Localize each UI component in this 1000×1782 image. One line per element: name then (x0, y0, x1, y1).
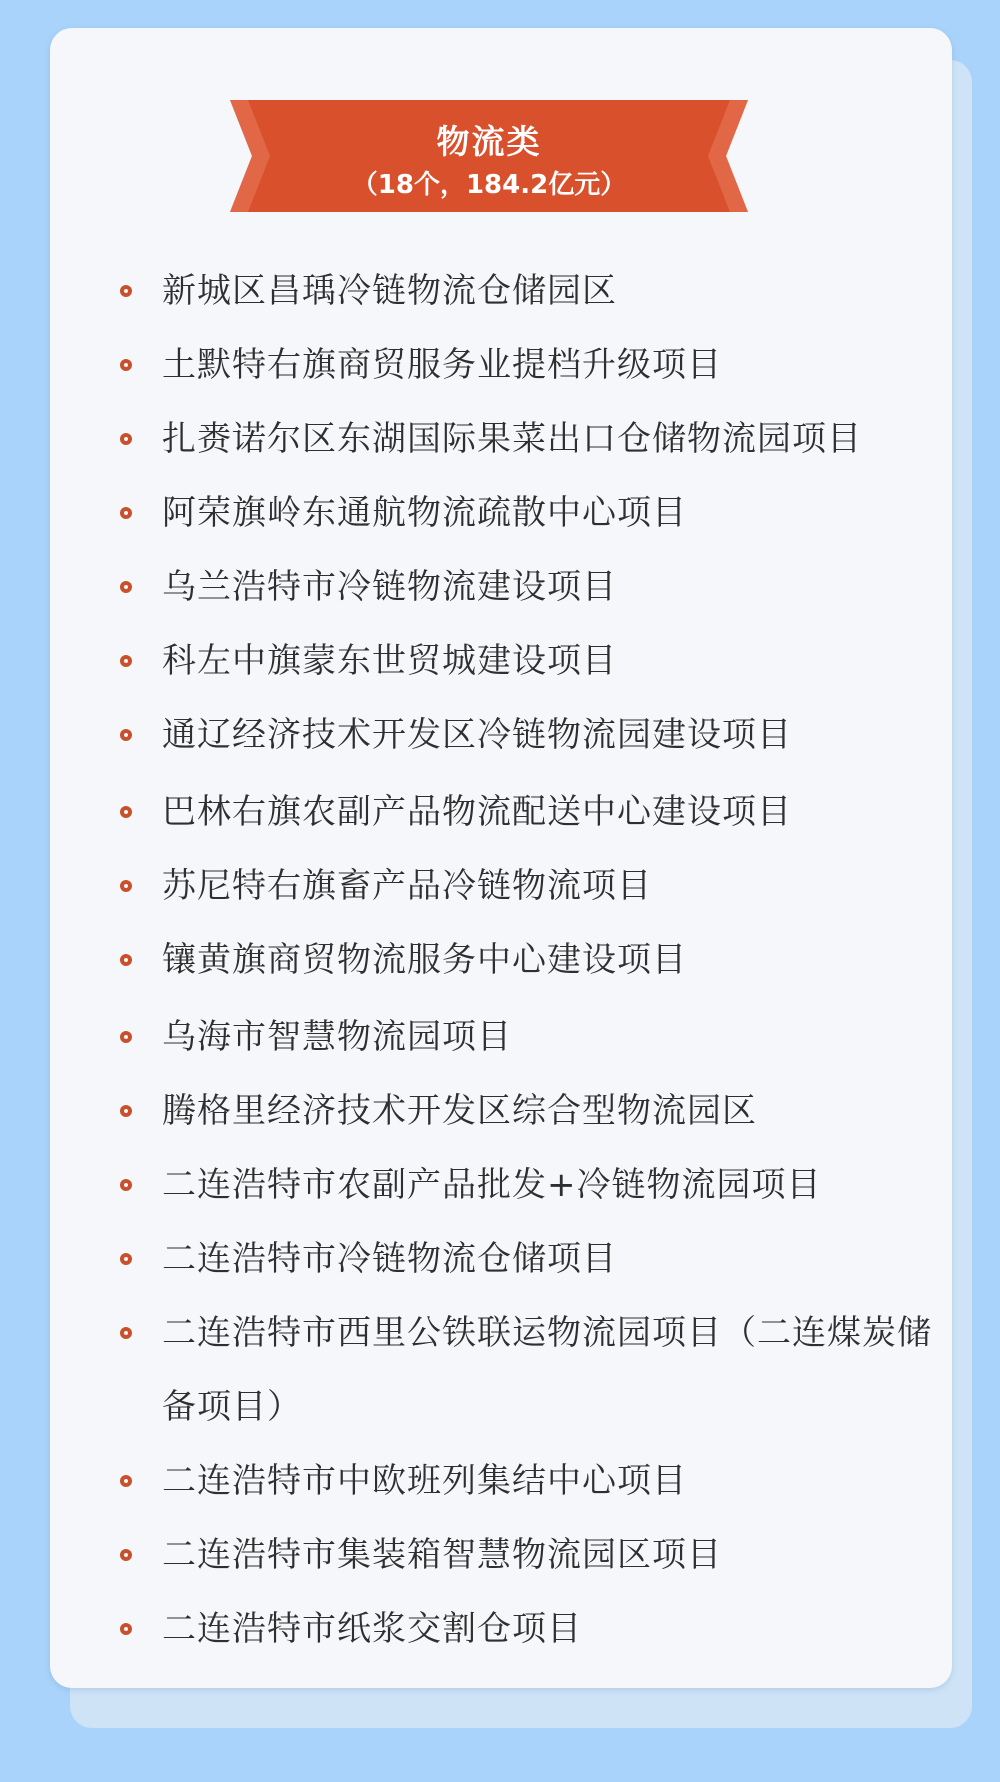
circle-bullet-icon (120, 433, 132, 445)
list-item-text: 二连浩特市农副产品批发+冷链物流园项目 (162, 1165, 822, 1205)
list-item-text: 通辽经济技术开发区冷链物流园建设项目 (162, 715, 792, 755)
list-item-text: 二连浩特市集装箱智慧物流园区项目 (162, 1535, 722, 1575)
circle-bullet-icon (120, 806, 132, 818)
circle-bullet-icon (120, 359, 132, 371)
circle-bullet-icon (120, 1253, 132, 1265)
circle-bullet-icon (120, 1105, 132, 1117)
list-item-text: 巴林右旗农副产品物流配送中心建设项目 (162, 792, 792, 832)
list-item-text: 乌兰浩特市冷链物流建设项目 (162, 567, 617, 607)
banner-title: 物流类 (436, 122, 542, 161)
list-item-text: 阿荣旗岭东通航物流疏散中心项目 (162, 493, 687, 533)
list-item-text: 苏尼特右旗畜产品冷链物流项目 (162, 866, 652, 906)
banner-subtitle: （18个，184.2亿元） (351, 170, 627, 200)
circle-bullet-icon (120, 1475, 132, 1487)
list-item-text: 二连浩特市冷链物流仓储项目 (162, 1239, 617, 1279)
circle-bullet-icon (120, 1179, 132, 1191)
list-item-text: 扎赉诺尔区东湖国际果菜出口仓储物流园项目 (162, 419, 862, 459)
list-item-text: 二连浩特市西里公铁联运物流园项目（二连煤炭储备项目） (162, 1313, 932, 1427)
list-item-text: 土默特右旗商贸服务业提档升级项目 (162, 345, 722, 385)
circle-bullet-icon (120, 285, 132, 297)
list-item-text: 腾格里经济技术开发区综合型物流园区 (162, 1091, 757, 1131)
list-item-text: 二连浩特市纸浆交割仓项目 (162, 1609, 582, 1649)
circle-bullet-icon (120, 1623, 132, 1635)
circle-bullet-icon (120, 880, 132, 892)
circle-bullet-icon (120, 1327, 132, 1339)
list-item-text: 镶黄旗商贸物流服务中心建设项目 (162, 940, 687, 980)
circle-bullet-icon (120, 729, 132, 741)
list-item-text: 乌海市智慧物流园项目 (162, 1017, 512, 1057)
circle-bullet-icon (120, 954, 132, 966)
category-banner (230, 100, 748, 212)
circle-bullet-icon (120, 507, 132, 519)
list-item-text: 新城区昌瑀冷链物流仓储园区 (162, 271, 617, 311)
circle-bullet-icon (120, 1031, 132, 1043)
circle-bullet-icon (120, 581, 132, 593)
circle-bullet-icon (120, 1549, 132, 1561)
list-item-text: 二连浩特市中欧班列集结中心项目 (162, 1461, 687, 1501)
circle-bullet-icon (120, 655, 132, 667)
list-item-text: 科左中旗蒙东世贸城建设项目 (162, 641, 617, 681)
